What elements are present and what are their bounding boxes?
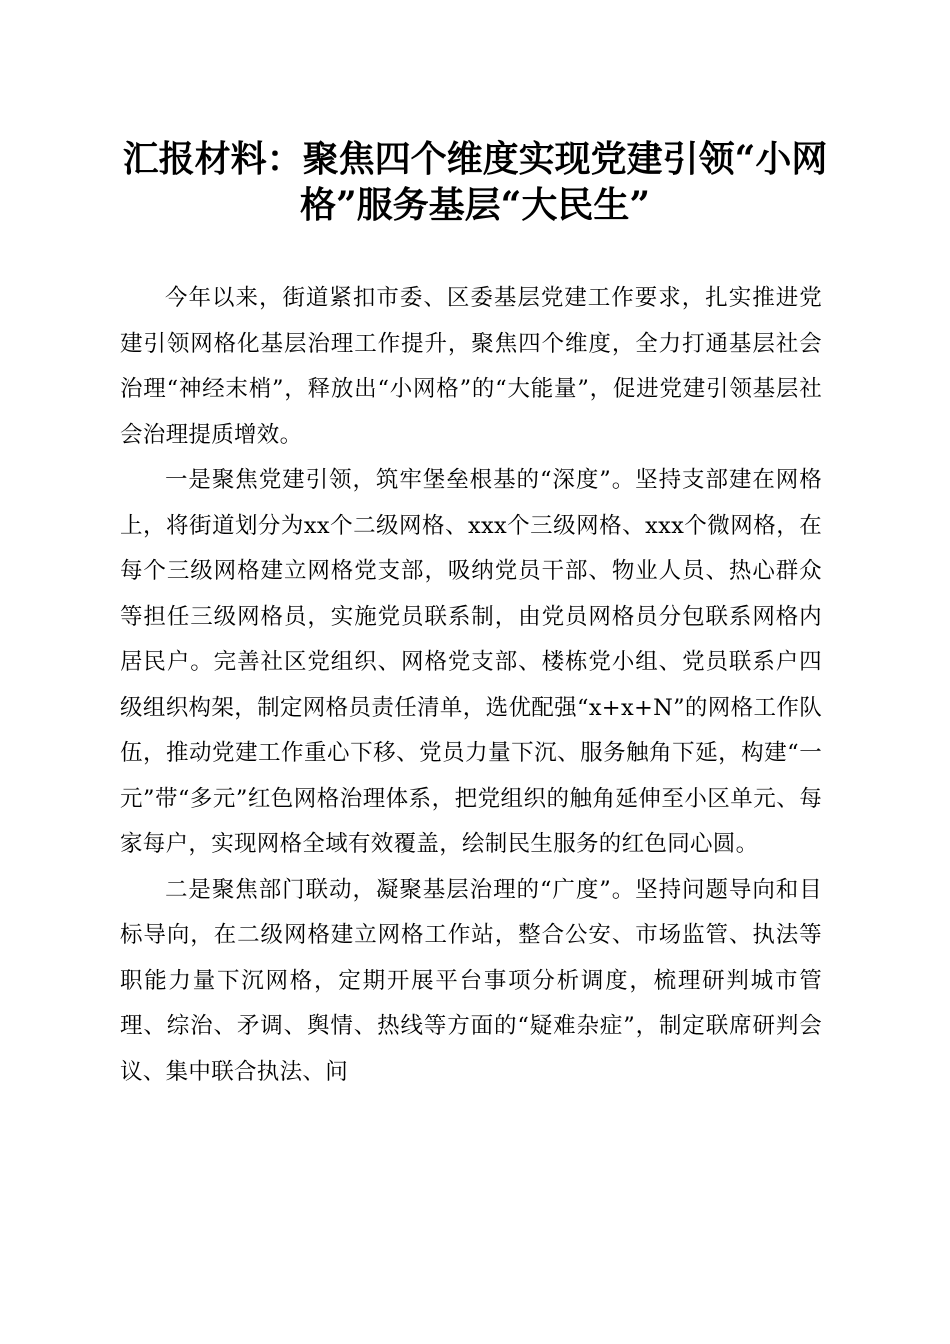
document-body [120,276,822,1095]
paragraph-intro: 今年以来，街道紧扣市委、区委基层党建工作要求，扎实推进党建引领网格化基层治理工作提升，聚焦四个维度，全力打通基层社会治理“神经末梢”，释放出“小网格”的“大能量”，促进党建引领基层社会治理提质增效。 [120,285,822,448]
document-title: 汇报材料：聚焦四个维度实现党建引领“小网格”服务基层“大民生” [122,138,828,226]
paragraph-point-one: 一是聚焦党建引领，筑牢堡垒根基的“深度”。坚持支部建在网格上，将街道划分为xx个二级网格、xxx个三级网格、xxx个微网格，在每个三级网格建立网格党支部，吸纳党员干部、物业人员、热心群众等担任三级网格员，实施党员联系制，由党员网格员分包联系网格内居民户。完善社区党组织、网格党支部、楼栋党小组、党员联系户四级组织构架，制定网格员责任清单，选优配强“x+x+N”的网格工作队伍，推动党建工作重心下移、党员力量下沉、服务触角下延，构建“一元”带“多元”红色网格治理体系，把党组织的触角延伸至小区单元、每家每户，实现网格全域有效覆盖，绘制民生服务的红色同心圆。 [120,467,822,857]
paragraph-point-two: 二是聚焦部门联动，凝聚基层治理的“广度”。坚持问题导向和目标导向，在二级网格建立网格工作站，整合公安、市场监管、执法等职能力量下沉网格，定期开展平台事项分析调度，梳理研判城市管理、综治、矛调、舆情、热线等方面的“疑难杂症”，制定联席研判会议、集中联合执法、问 [120,876,822,1085]
